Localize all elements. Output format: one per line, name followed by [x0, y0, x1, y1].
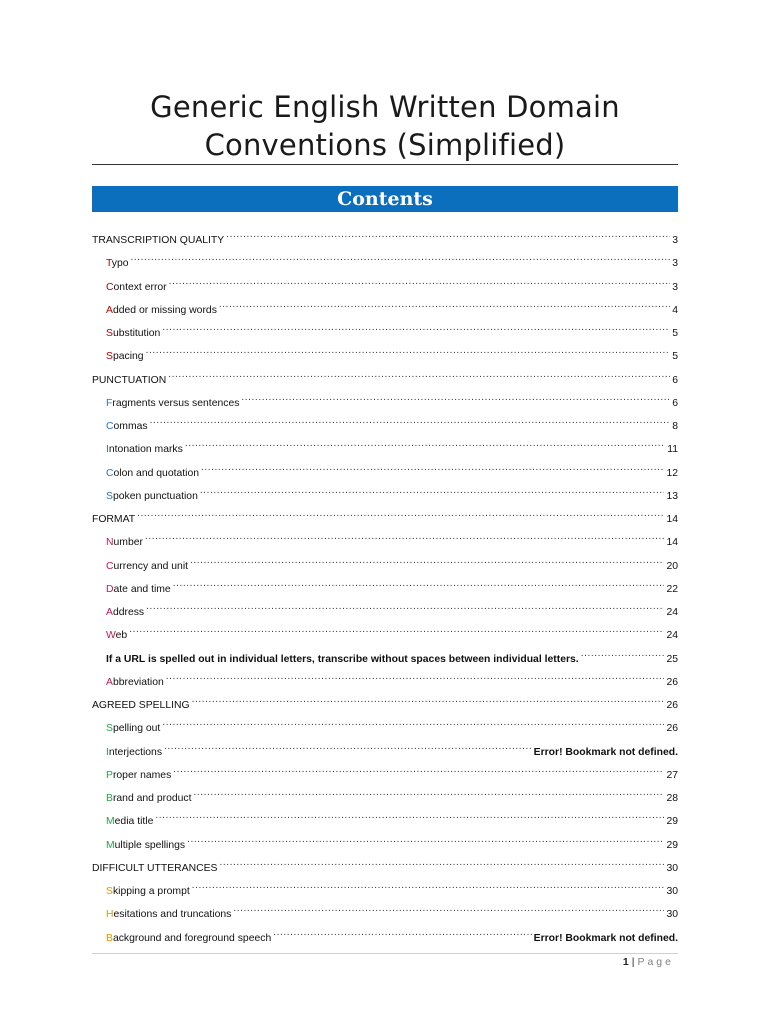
toc-entry-initial: M — [106, 839, 115, 851]
toc-entry-page: 14 — [666, 537, 678, 549]
page-footer — [623, 955, 674, 969]
toc-entry-text: ntonation marks — [108, 444, 183, 456]
toc-entry[interactable] — [92, 341, 678, 363]
toc-dot-leader — [273, 923, 531, 941]
toc-entry-initial: S — [106, 351, 113, 363]
toc-entry-initial: T — [106, 258, 112, 270]
footer-page-number: 1 — [622, 956, 629, 968]
toc-dot-leader — [169, 272, 671, 290]
toc-entry-initial: A — [106, 304, 113, 316]
toc-entry[interactable] — [92, 434, 678, 456]
footer-separator: | — [631, 956, 635, 968]
toc-entry-page: 26 — [666, 676, 678, 688]
toc-entry-page: 12 — [666, 467, 678, 479]
toc-entry-error: Error! Bookmark not defined. — [533, 932, 678, 944]
toc-entry-page: 5 — [672, 351, 678, 363]
toc-entry-text: PUNCTUATION — [92, 374, 167, 386]
toc-dot-leader — [173, 574, 665, 592]
toc-entry-text: olon and quotation — [113, 467, 200, 479]
toc-dot-leader — [145, 527, 664, 545]
toc-dot-leader — [226, 225, 670, 243]
toc-dot-leader — [241, 388, 670, 406]
toc-entry-text: DIFFICULT UTTERANCES — [92, 862, 218, 874]
toc-entry[interactable] — [92, 597, 678, 618]
toc-dot-leader — [219, 853, 664, 871]
toc-entry-page: 25 — [666, 653, 678, 665]
title-line-2: Conventions (Simplified) — [204, 128, 566, 162]
toc-entry-text: rand and product — [112, 793, 192, 804]
toc-entry[interactable] — [92, 411, 678, 432]
toc-dot-leader — [150, 411, 671, 429]
toc-entry-text: ddress — [112, 607, 145, 618]
toc-entry-text: umber — [113, 537, 143, 549]
toc-entry-text: ontext error — [113, 281, 167, 293]
toc-entry-text: ate and time — [113, 583, 171, 595]
toc-entry-initial: S — [106, 328, 113, 339]
toc-entry-initial: B — [106, 793, 113, 804]
toc-entry-initial: M — [106, 816, 115, 828]
toc-entry-page: 28 — [666, 793, 678, 804]
toc-dot-leader — [137, 504, 664, 522]
toc-entry-page: 22 — [666, 583, 678, 595]
toc-entry-page: 6 — [672, 397, 678, 409]
toc-entry-page: 30 — [666, 886, 678, 897]
toc-entry-page: 13 — [666, 490, 678, 502]
toc-entry-text: ultiple spellings — [114, 839, 186, 851]
toc-entry-page: 26 — [666, 700, 678, 711]
contents-heading: Contents — [92, 186, 678, 212]
toc-entry-page: 24 — [666, 630, 678, 642]
toc-entry-text: AGREED SPELLING — [92, 700, 190, 711]
toc-dot-leader — [146, 341, 671, 359]
toc-entry-text: dded or missing words — [112, 304, 217, 316]
toc-entry[interactable] — [92, 318, 678, 339]
toc-entry[interactable] — [92, 504, 678, 525]
toc-entry-initial: I — [106, 746, 109, 758]
toc-entry-text: urrency and unit — [113, 560, 189, 572]
toc-entry-text: bbreviation — [112, 676, 164, 688]
toc-entry-text: TRANSCRIPTION QUALITY — [92, 235, 225, 246]
toc-entry-initial: P — [106, 769, 113, 781]
toc-dot-leader — [581, 644, 665, 662]
toc-entry-text: ubstitution — [112, 328, 161, 339]
toc-entry-text: esitations and truncations — [113, 909, 232, 921]
toc-entry-initial: C — [106, 560, 114, 572]
toc-entry-page: 24 — [666, 607, 678, 618]
toc-entry[interactable] — [92, 574, 678, 595]
toc-entry-text: poken punctuation — [112, 490, 198, 502]
toc-dot-leader — [168, 365, 670, 383]
toc-entry[interactable] — [92, 899, 678, 921]
toc-dot-leader — [194, 783, 665, 801]
toc-entry[interactable] — [92, 830, 678, 851]
toc-entry-initial: A — [106, 607, 113, 618]
toc-entry-initial: I — [106, 444, 109, 456]
footer-divider — [92, 953, 678, 954]
toc-entry[interactable] — [92, 876, 678, 897]
toc-dot-leader — [129, 620, 664, 638]
toc-entry[interactable] — [92, 690, 678, 711]
toc-entry-text: pacing — [112, 351, 144, 363]
toc-entry-initial: C — [106, 467, 114, 479]
toc-dot-leader — [190, 551, 664, 569]
toc-entry-page: 4 — [672, 304, 678, 316]
toc-entry-page: 30 — [666, 909, 678, 921]
toc-entry[interactable] — [92, 783, 678, 804]
toc-entry[interactable] — [92, 551, 678, 572]
toc-entry[interactable] — [92, 365, 678, 386]
toc-entry[interactable] — [92, 713, 678, 735]
toc-entry-page: 14 — [666, 514, 678, 525]
toc-entry-initial: F — [106, 397, 113, 409]
toc-entry-error: Error! Bookmark not defined. — [533, 746, 678, 758]
toc-dot-leader — [185, 434, 665, 452]
toc-dot-leader — [233, 899, 664, 917]
toc-entry[interactable] — [92, 458, 678, 479]
footer-page-word: Page — [637, 956, 674, 968]
toc-entry-text: ragments versus sentences — [112, 397, 240, 409]
toc-entry[interactable] — [92, 388, 678, 409]
toc-dot-leader — [200, 481, 665, 499]
toc-entry-page: 3 — [672, 235, 678, 246]
toc-dot-leader — [164, 737, 532, 755]
toc-dot-leader — [146, 597, 664, 615]
toc-entry[interactable] — [92, 760, 678, 781]
toc-entry-page: 8 — [672, 421, 678, 432]
toc-dot-leader — [187, 830, 664, 848]
toc-entry-page: 3 — [672, 258, 678, 270]
toc-entry[interactable] — [92, 644, 678, 665]
toc-entry-text: If a URL is spelled out in individual letters, transcribe without spaces between individual letters. — [106, 653, 579, 665]
toc-entry[interactable] — [92, 737, 678, 758]
toc-entry[interactable] — [92, 481, 678, 502]
toc-entry[interactable] — [92, 248, 678, 270]
toc-entry-text: FORMAT — [92, 514, 136, 525]
toc-entry-initial: C — [106, 281, 114, 293]
toc-entry-text: ackground and foreground speech — [112, 932, 272, 944]
toc-dot-leader — [162, 713, 664, 731]
toc-entry-page: 29 — [666, 816, 678, 828]
toc-dot-leader — [155, 806, 664, 824]
toc-entry-text: ypo — [111, 258, 129, 270]
toc-entry-text: ommas — [113, 421, 148, 432]
toc-entry[interactable] — [92, 806, 678, 828]
toc-entry-initial: S — [106, 723, 113, 735]
toc-dot-leader — [192, 876, 665, 894]
toc-dot-leader — [173, 760, 664, 778]
toc-dot-leader — [131, 248, 671, 266]
document-title — [92, 88, 678, 164]
toc-entry-text: nterjections — [108, 746, 163, 758]
toc-dot-leader — [162, 318, 670, 336]
toc-entry-page: 5 — [672, 328, 678, 339]
toc-entry-initial: B — [106, 932, 113, 944]
toc-entry-page: 6 — [672, 374, 678, 386]
toc-entry-label — [106, 930, 271, 948]
toc-entry[interactable] — [92, 620, 678, 642]
toc-entry-text: edia title — [114, 816, 154, 828]
toc-dot-leader — [201, 458, 664, 476]
toc-dot-leader — [192, 690, 665, 708]
toc-entry-initial: H — [106, 909, 114, 921]
toc-entry[interactable] — [92, 527, 678, 549]
toc-entry-text: kipping a prompt — [112, 886, 190, 897]
toc-entry[interactable] — [92, 923, 678, 944]
toc-entry[interactable] — [92, 853, 678, 874]
toc-entry-page: 20 — [666, 560, 678, 572]
toc-entry[interactable] — [92, 225, 678, 246]
toc-entry-page: 29 — [666, 839, 678, 851]
toc-entry-initial: C — [106, 421, 114, 432]
toc-dot-leader — [166, 667, 665, 685]
toc-entry[interactable] — [92, 667, 678, 688]
toc-entry-page: 11 — [667, 444, 678, 456]
title-line-1: Generic English Written Domain — [150, 90, 620, 124]
toc-entry[interactable] — [92, 272, 678, 293]
toc-entry-initial: S — [106, 886, 113, 897]
toc-entry-text: roper names — [112, 769, 172, 781]
toc-entry-initial: A — [106, 676, 113, 688]
toc-entry-initial: W — [106, 630, 116, 642]
toc-entry-page: 30 — [666, 862, 678, 874]
toc-entry[interactable] — [92, 295, 678, 316]
toc-entry-text: eb — [115, 630, 128, 642]
toc-entry-page: 27 — [666, 769, 678, 781]
toc-entry-page: 3 — [672, 281, 678, 293]
toc-dot-leader — [219, 295, 670, 313]
title-underline — [92, 164, 678, 165]
toc-entry-initial: D — [106, 583, 114, 595]
toc-entry-initial: S — [106, 490, 113, 502]
toc-entry-text: pelling out — [112, 723, 161, 735]
toc-entry-page: 26 — [666, 723, 678, 735]
toc-entry-initial: N — [106, 537, 114, 549]
